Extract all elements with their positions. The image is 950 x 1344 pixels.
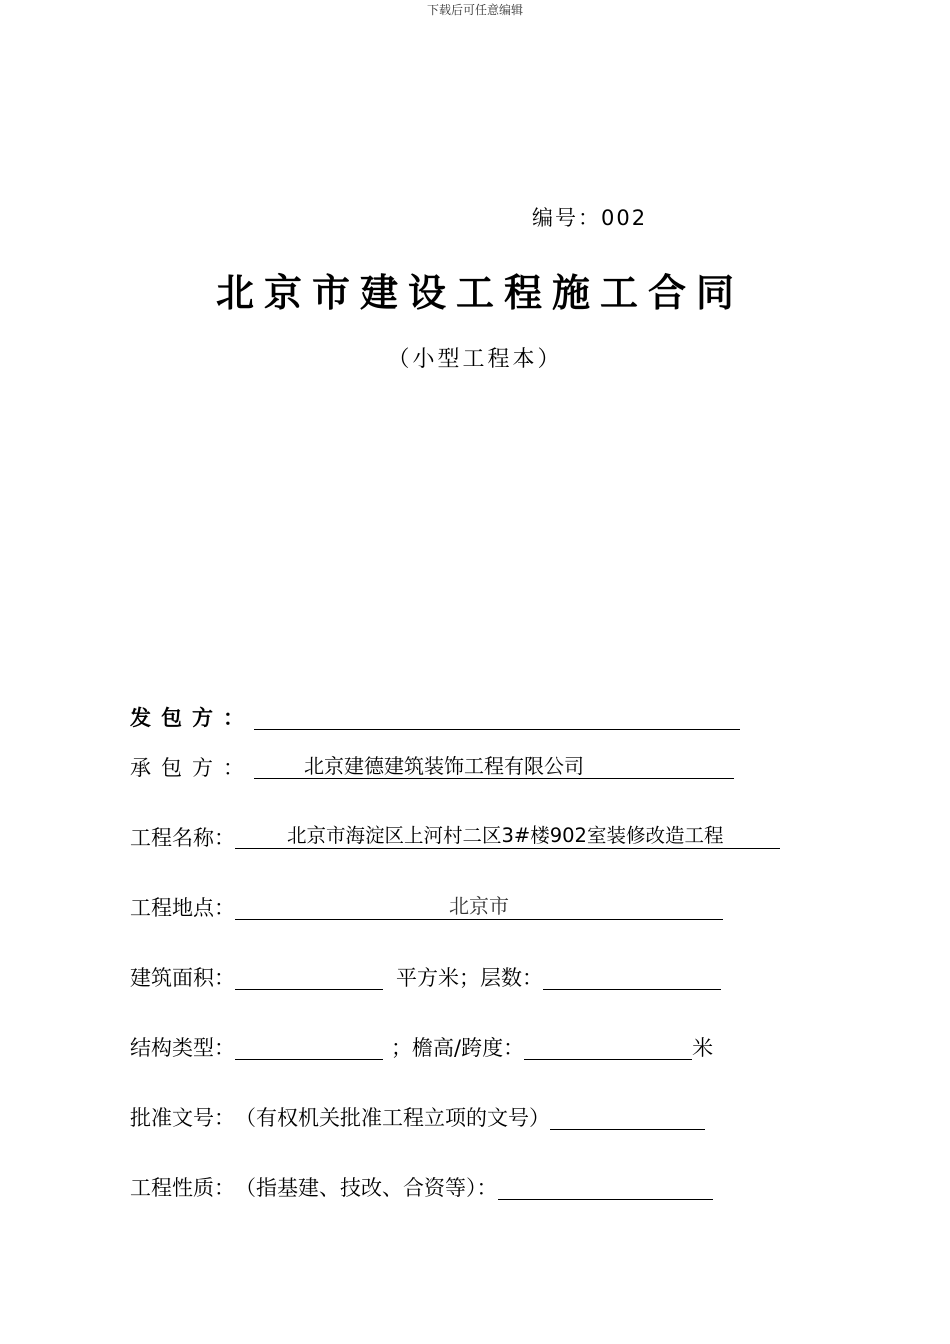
location-field[interactable]: 北京市 bbox=[235, 893, 723, 920]
height-label: 檐高/跨度： bbox=[412, 1036, 525, 1060]
location-row bbox=[130, 893, 723, 923]
header-note: 下载后可任意编辑 bbox=[426, 3, 523, 17]
structure-field[interactable] bbox=[235, 1033, 383, 1060]
area-label: 建筑面积： bbox=[130, 966, 235, 990]
project-name-row bbox=[130, 823, 780, 853]
serial-number bbox=[532, 202, 647, 232]
project-name-label: 工程名称： bbox=[130, 826, 235, 850]
area-unit: 平方米； bbox=[396, 966, 480, 990]
nature-label: 工程性质： bbox=[130, 1176, 235, 1200]
employer-label: 发包方： bbox=[130, 706, 254, 730]
structure-separator: ； bbox=[391, 1036, 412, 1060]
contractor-field[interactable]: 北京建德建筑装饰工程有限公司 bbox=[254, 753, 734, 779]
location-label: 工程地点： bbox=[130, 896, 235, 920]
structure-row bbox=[130, 1033, 713, 1063]
contractor-label: 承包方： bbox=[130, 756, 254, 780]
project-name-field[interactable]: 北京市海淀区上河村二区3#楼902室装修改造工程 bbox=[235, 823, 780, 849]
floors-label: 层数： bbox=[480, 966, 543, 990]
serial-value: 002 bbox=[601, 206, 648, 230]
approval-field[interactable] bbox=[550, 1103, 705, 1130]
approval-label: 批准文号： bbox=[130, 1106, 235, 1130]
employer-row bbox=[130, 703, 740, 733]
nature-field[interactable] bbox=[498, 1173, 713, 1200]
approval-row bbox=[130, 1103, 705, 1133]
document-title: 北京市建设工程施工合同 bbox=[215, 271, 744, 315]
employer-field[interactable] bbox=[254, 703, 740, 730]
approval-hint: （有权机关批准工程立项的文号） bbox=[235, 1106, 550, 1130]
nature-row bbox=[130, 1173, 713, 1203]
contractor-row bbox=[130, 753, 734, 783]
height-field[interactable] bbox=[524, 1033, 692, 1060]
structure-label: 结构类型： bbox=[130, 1036, 235, 1060]
serial-label: 编号： bbox=[532, 206, 601, 230]
height-unit: 米 bbox=[692, 1036, 714, 1060]
floors-field[interactable] bbox=[543, 963, 721, 990]
document-subtitle: （小型工程本） bbox=[387, 347, 563, 372]
nature-hint: （指基建、技改、合资等）： bbox=[235, 1176, 498, 1200]
area-field[interactable] bbox=[235, 963, 383, 990]
area-row bbox=[130, 963, 721, 993]
